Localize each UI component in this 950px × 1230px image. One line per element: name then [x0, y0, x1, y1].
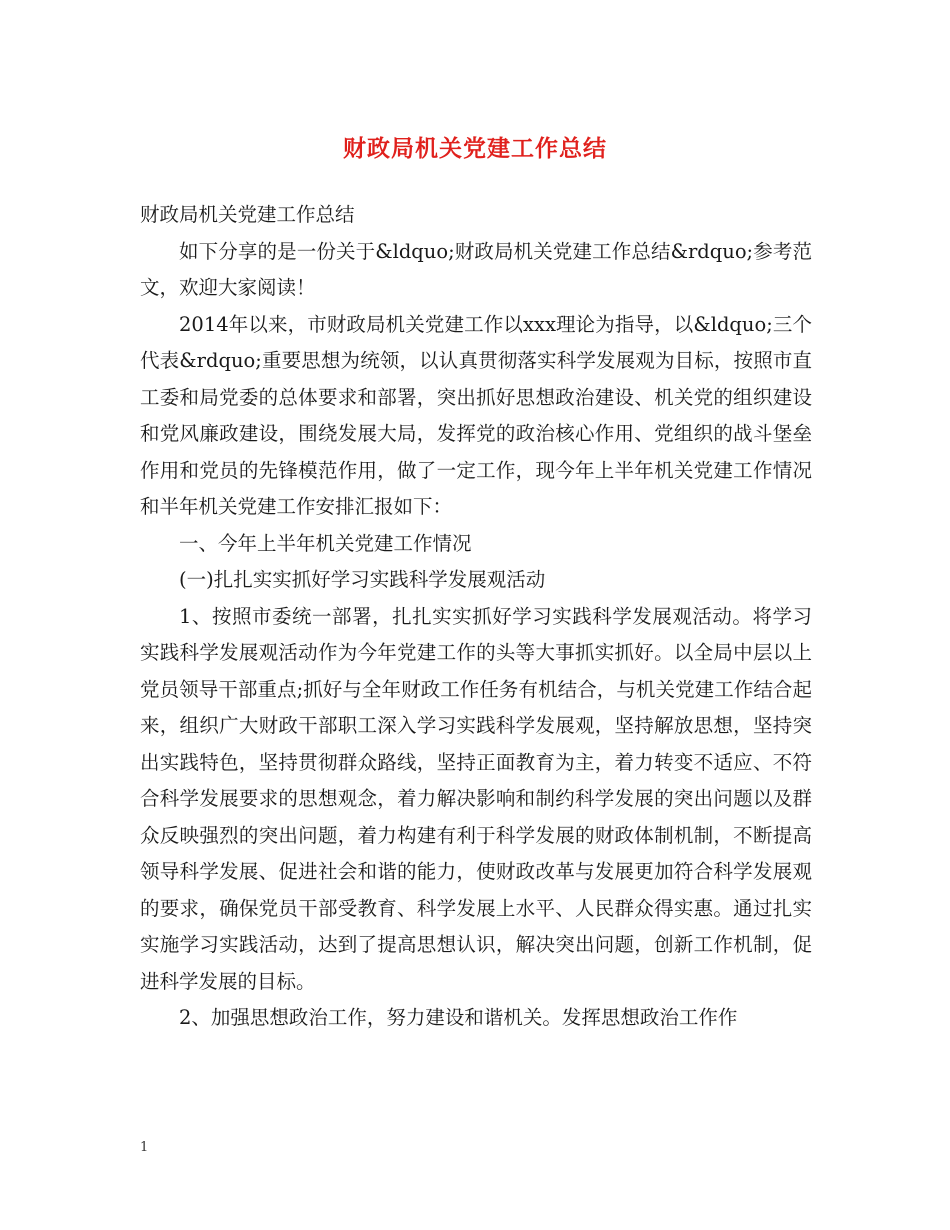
page-number: 1	[140, 1140, 149, 1155]
subsection-heading: (一)扎扎实实抓好学习实践科学发展观活动	[179, 568, 546, 591]
item-1-paragraph: 1、按照市委统一部署，扎扎实实抓好学习实践科学发展观活动。将学习实践科学发展观活动作为今年党建工作的头等大事抓实抓好。以全局中层以上党员领导干部重点;抓好与全年财政工作任务有机结合，与机关党建工作结合起来，组织广大财政干部职工深入学习实践科学发展观，坚持解放思想，坚持突出实践特色，坚持贯彻群众路线，坚持正面教育为主，着力转变不适应、不符合科学发展要求的思想观念，着力解决影响和制约科学发展的突出问题以及群众反映强烈的突出问题，着力构建有利于科学发展的财政体制机制，不断提高领导科学发展、促进社会和谐的能力，使财政改革与发展更加符合科学发展观的要求，确保党员干部受教育、科学发展上水平、人民群众得实惠。通过扎实实施学习实践活动，达到了提高思想认识，解决突出问题，创新工作机制，促进科学发展的目标。	[140, 604, 812, 993]
subtitle-paragraph: 财政局机关党建工作总结	[140, 203, 355, 226]
overview-paragraph: 2014年以来，市财政局机关党建工作以xxx理论为指导，以&ldquo;三个代表&rdquo;重要思想为统领，以认真贯彻落实科学发展观为目标，按照市直工委和局党委的总体要求和部署，突出抓好思想政治建设、机关党的组织建设和党风廉政建设，围绕发展大局，发挥党的政治核心作用、党组织的战斗堡垒作用和党员的先锋模范作用，做了一定工作，现今年上半年机关党建工作情况和半年机关党建工作安排汇报如下：	[140, 312, 812, 518]
item-2-paragraph: 2、加强思想政治工作，努力建设和谐机关。发挥思想政治工作作	[179, 1006, 738, 1029]
section-heading: 一、今年上半年机关党建工作情况	[179, 531, 472, 555]
document-body	[140, 197, 812, 1037]
document-title: 财政局机关党建工作总结	[343, 136, 607, 162]
intro-paragraph: 如下分享的是一份关于&ldquo;财政局机关党建工作总结&rdquo;参考范文，欢迎大家阅读！	[140, 239, 812, 299]
